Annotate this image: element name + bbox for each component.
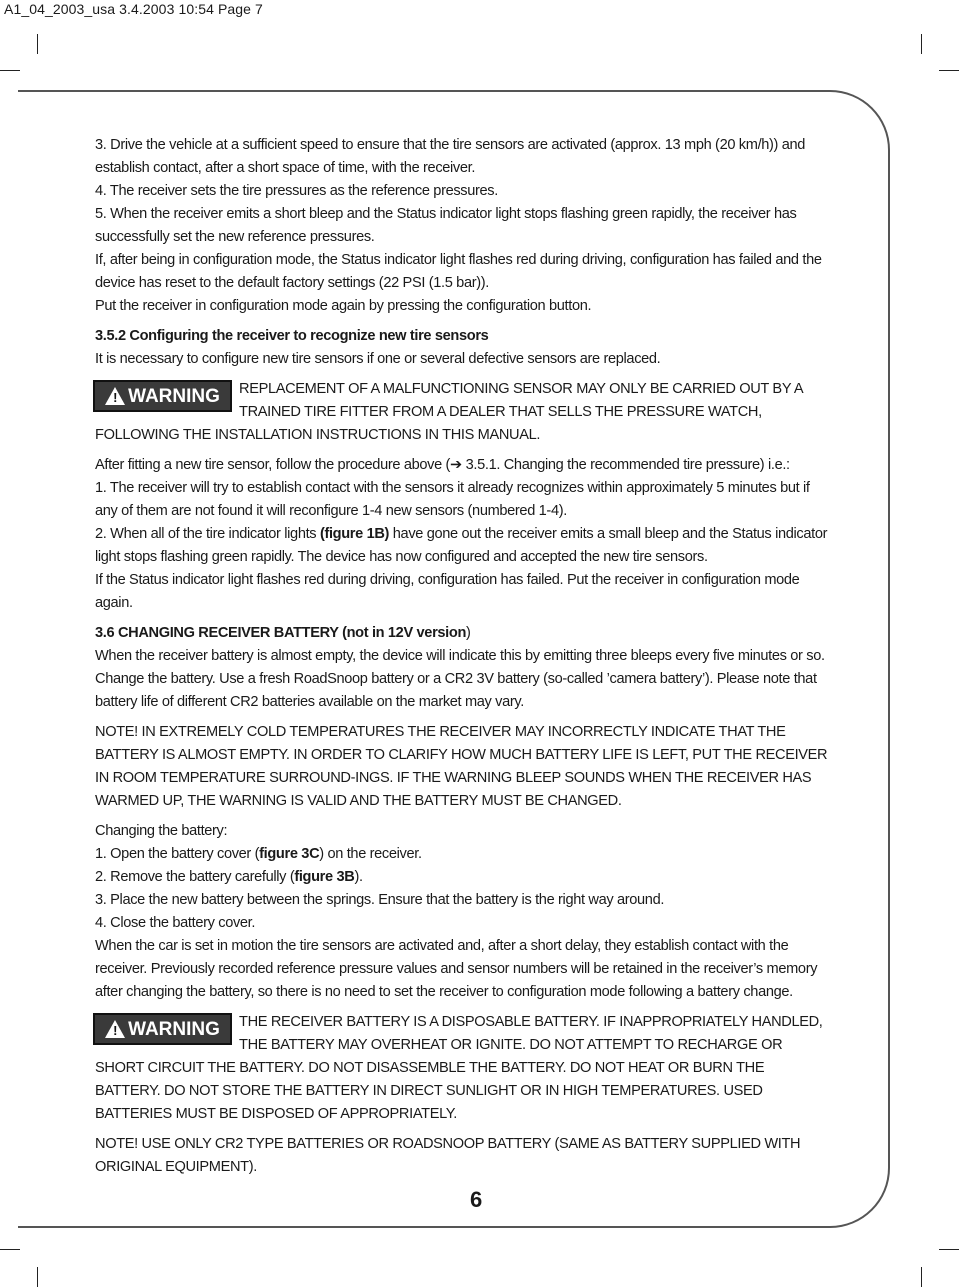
frame-top-rule <box>18 90 828 92</box>
crop-mark-br-h <box>939 1249 959 1250</box>
paragraph: 4. The receiver sets the tire pressures as the reference pressures. <box>95 183 498 199</box>
paragraph: If, after being in configuration mode, the Status indicator light flashes red during driving, configuration has failed and the device has reset to the default factory settings (22 PSI (1.5 bar)). <box>95 252 822 291</box>
frame-right-rule <box>888 180 890 1060</box>
warning-triangle-icon <box>105 1020 125 1038</box>
warning-badge <box>93 1013 232 1045</box>
step-2 <box>95 866 833 889</box>
crop-mark-tr-v <box>921 34 922 54</box>
figure-reference: figure 3B <box>294 869 355 885</box>
warning-block <box>95 378 833 447</box>
step-3: 3. Place the new battery between the springs. Ensure that the battery is the right way around. <box>95 892 665 908</box>
crop-mark-tl-v <box>37 34 38 54</box>
page-body <box>95 134 833 1179</box>
warning-label: WARNING <box>128 1018 220 1040</box>
section-heading: 3.5.2 Configuring the receiver to recognize new tire sensors <box>95 328 489 344</box>
paragraph: 5. When the receiver emits a short bleep and the Status indicator light stops flashing green rapidly, the receiver has successfully set the new reference pressures. <box>95 206 797 245</box>
step-1 <box>95 843 833 866</box>
print-slug: A1_04_2003_usa 3.4.2003 10:54 Page 7 <box>4 1 263 17</box>
frame-right-rule-lower <box>888 1050 890 1140</box>
paragraph: Change the battery. Use a fresh RoadSnoop battery or a CR2 3V battery (so-called ’camera battery’). Please note that battery life of different CR2 batteries available on the market may vary. <box>95 671 817 710</box>
text-run: 2. When all of the tire indicator lights <box>95 526 320 542</box>
heading-text: 3.6 CHANGING RECEIVER BATTERY (not in 12V version <box>95 625 467 641</box>
warning-mark: ! <box>113 390 118 405</box>
paragraph: When the car is set in motion the tire sensors are activated and, after a short delay, they establish contact with the receiver. Previously recorded reference pressure values and sensor numbers will be retained in the receiver’s memory after changing the battery, so there is no need to set the receiver to configuration mode following a battery change. <box>95 938 818 1000</box>
step-4: 4. Close the battery cover. <box>95 915 256 931</box>
crop-mark-tl-h <box>0 70 20 71</box>
paragraph: It is necessary to configure new tire sensors if one or several defective sensors are replaced. <box>95 351 661 367</box>
warning-badge <box>93 380 232 412</box>
paragraph: When the receiver battery is almost empty, the device will indicate this by emitting three bleeps every five minutes or so. <box>95 648 825 664</box>
paragraph: Put the receiver in configuration mode again by pressing the configuration button. <box>95 298 592 314</box>
warning-mark: ! <box>113 1023 118 1038</box>
page-number: 6 <box>470 1187 483 1212</box>
note-paragraph: NOTE! USE ONLY CR2 TYPE BATTERIES OR ROADSNOOP BATTERY (SAME AS BATTERY SUPPLIED WITH ORIGINAL EQUIPMENT). <box>95 1136 801 1175</box>
paragraph: If the Status indicator light flashes red during driving, configuration has failed. Put the receiver in configuration mode again. <box>95 572 800 611</box>
text-run: have gone out the receiver emits a small bleep and the Status indicator light stops flashing green rapidly. The device has now configured and accepted the new tire sensors. <box>95 526 828 565</box>
text-run: ). <box>354 869 363 885</box>
warning-label: WARNING <box>128 385 220 407</box>
crop-mark-tr-h <box>939 70 959 71</box>
text-run: ) on the receiver. <box>319 846 422 862</box>
warning-text: REPLACEMENT OF A MALFUNCTIONING SENSOR MAY ONLY BE CARRIED OUT BY A TRAINED TIRE FITTER FROM A DEALER THAT SELLS THE PRESSURE WATCH, FOLLOWING THE INSTALLATION INSTRUCTIONS IN THIS MANUAL. <box>95 381 803 443</box>
heading-close-paren: ) <box>466 625 471 641</box>
warning-text: THE RECEIVER BATTERY IS A DISPOSABLE BATTERY. IF INAPPROPRIATELY HANDLED, THE BATTERY MAY OVERHEAT OR IGNITE. DO NOT ATTEMPT TO RECHARGE OR SHORT CIRCUIT THE BATTERY. DO NOT DISASSEMBLE THE BATTERY. DO NOT HEAT OR BURN THE BATTERY. DO NOT STORE THE BATTERY IN DIRECT SUNLIGHT OR IN HIGH TEMPERATURES. USED BATTERIES MUST BE DISPOSED OF APPROPRIATELY. <box>95 1014 823 1122</box>
warning-block <box>95 1011 833 1126</box>
warning-triangle-icon <box>105 387 125 405</box>
figure-reference: (figure 1B) <box>319 526 390 542</box>
paragraph <box>95 523 833 569</box>
frame-bottom-rule <box>18 1226 828 1228</box>
text-run: 2. Remove the battery carefully ( <box>95 869 295 885</box>
crop-mark-bl-h <box>0 1249 20 1250</box>
figure-reference: figure 3C <box>259 846 320 862</box>
crop-mark-bl-v <box>37 1267 38 1287</box>
note-paragraph: NOTE! IN EXTREMELY COLD TEMPERATURES THE RECEIVER MAY INCORRECTLY INDICATE THAT THE BATTERY IS ALMOST EMPTY. IN ORDER TO CLARIFY HOW MUCH BATTERY LIFE IS LEFT, PUT THE RECEIVER IN ROOM TEMPERATURE SURROUND-INGS. IF THE WARNING BLEEP SOUNDS WHEN THE RECEIVER HAS WARMED UP, THE WARNING IS VALID AND THE BATTERY MUST BE CHANGED. <box>95 724 828 809</box>
crop-mark-br-v <box>921 1267 922 1287</box>
paragraph: Changing the battery: <box>95 823 228 839</box>
text-run: 1. Open the battery cover ( <box>95 846 260 862</box>
paragraph: After fitting a new tire sensor, follow the procedure above (➔ 3.5.1. Changing the recommended tire pressure) i.e.: <box>95 457 790 473</box>
section-heading <box>95 622 833 645</box>
paragraph: 3. Drive the vehicle at a sufficient speed to ensure that the tire sensors are activated (approx. 13 mph (20 km/h)) and establish contact, after a short space of time, with the receiver. <box>95 137 806 176</box>
paragraph: 1. The receiver will try to establish contact with the sensors it already recognizes within approximately 5 minutes but if any of them are not found it will reconfigure 1-4 new sensors (numbered 1-4). <box>95 480 810 519</box>
